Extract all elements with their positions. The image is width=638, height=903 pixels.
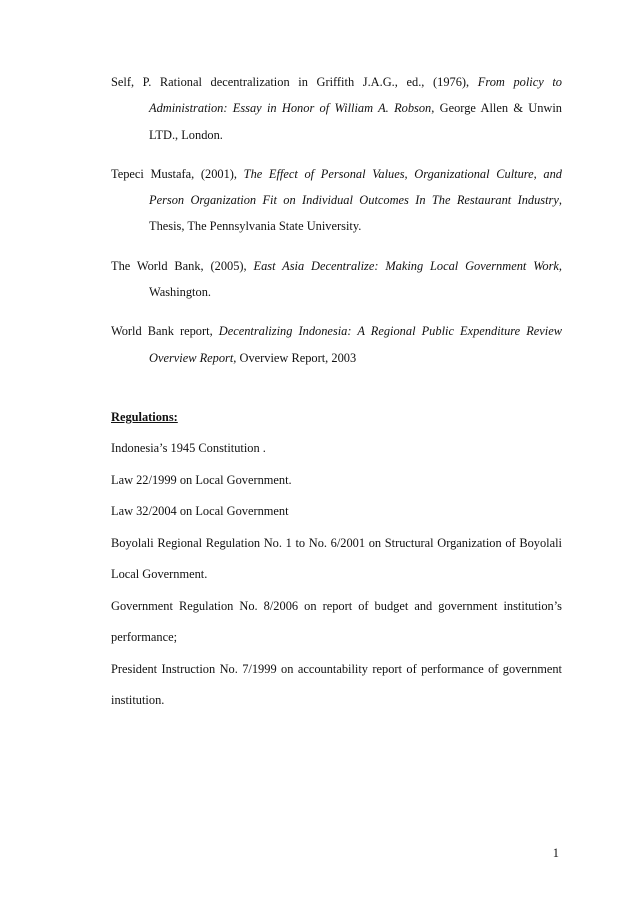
reference-prefix: The World Bank, (2005), [111, 258, 254, 273]
reference-entry [111, 253, 562, 306]
reference-entry [111, 69, 562, 148]
reference-prefix: World Bank report, [111, 324, 219, 339]
reference-suffix: , Washington. [149, 258, 563, 300]
regulation-item: Law 22/1999 on Local Government. [111, 472, 292, 487]
regulation-item: President Instruction No. 7/1999 on accountability report of performance of government institution. [111, 661, 562, 707]
reference-prefix: Self, P. Rational decentralization in Griffith J.A.G., ed., (1976), [111, 75, 478, 89]
reference-title: The Effect of Personal Values, Organizational Culture, and Person Organization Fit on Individual Outcomes In The Restaurant Industry [149, 166, 562, 208]
reference-title: East Asia Decentralize: Making Local Government Work [253, 258, 559, 273]
regulation-item: Government Regulation No. 8/2006 on report of budget and government institution’s performance; [111, 598, 562, 644]
reference-title: Decentralizing Indonesia: A Regional Public Expenditure Review Overview Report, [149, 324, 562, 365]
references-list [111, 69, 562, 384]
regulations-heading: Regulations: [111, 410, 178, 424]
reference-entry [111, 161, 562, 240]
reference-prefix: Tepeci Mustafa, (2001), [111, 166, 244, 181]
regulation-item: Boyolali Regional Regulation No. 1 to No. 6/2001 on Structural Organization of Boyolali Local Government. [111, 535, 562, 581]
reference-suffix: Overview Report, 2003 [236, 350, 357, 365]
reference-suffix: , Thesis, The Pennsylvania State University. [149, 193, 562, 234]
regulations-list [111, 433, 562, 717]
regulation-item: Indonesia’s 1945 Constitution . [111, 441, 266, 455]
page-number: 1 [552, 846, 559, 860]
regulation-item: Law 32/2004 on Local Government [111, 504, 289, 518]
reference-entry [111, 318, 562, 371]
reference-suffix: , George Allen & Unwin LTD., London. [149, 101, 562, 142]
reference-title: From policy to Administration: Essay in Honor of William A. Robson [149, 75, 562, 116]
